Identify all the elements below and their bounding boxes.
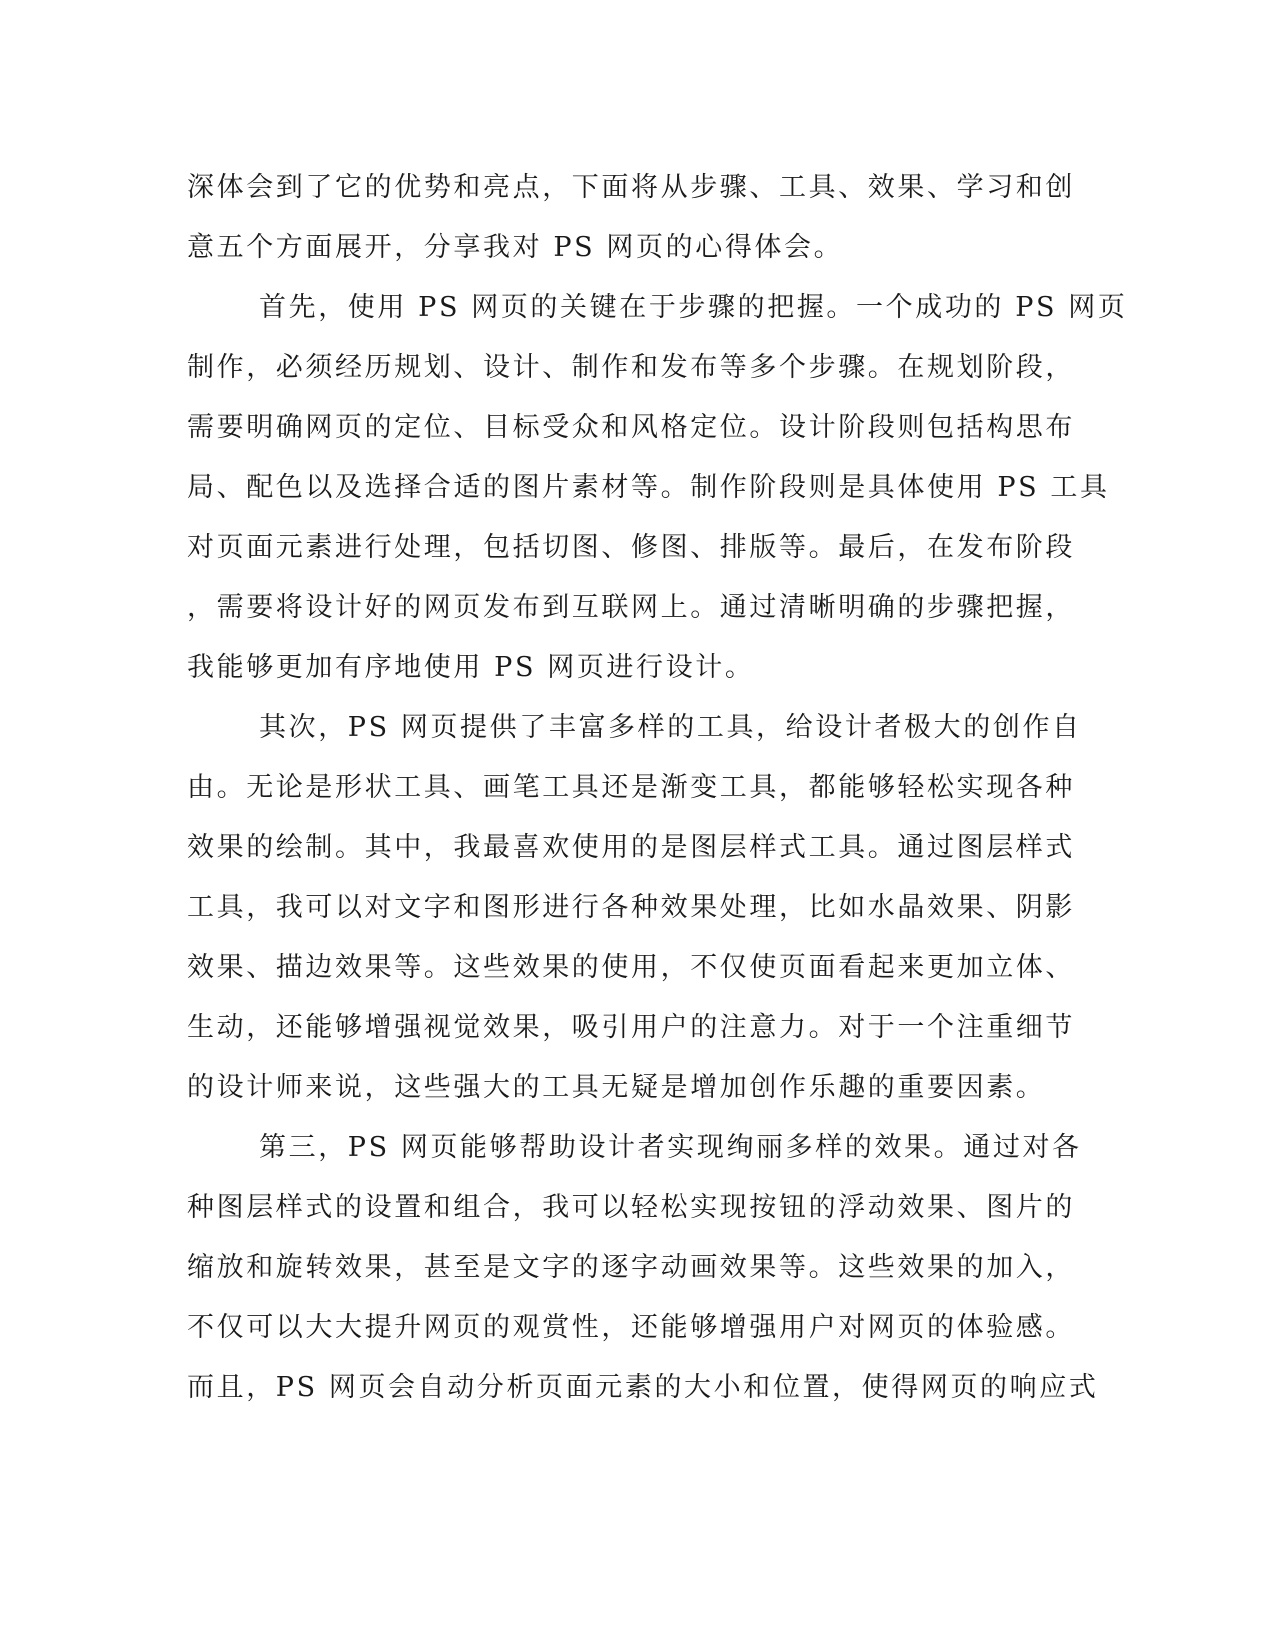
text-line: 由。无论是形状工具、画笔工具还是渐变工具，都能够轻松实现各种 <box>187 772 1075 803</box>
text-line: 种图层样式的设置和组合，我可以轻松实现按钮的浮动效果、图片的 <box>187 1192 1075 1223</box>
text-line: 效果的绘制。其中，我最喜欢使用的是图层样式工具。通过图层样式 <box>187 832 1075 863</box>
text-line: 对页面元素进行处理，包括切图、修图、排版等。最后，在发布阶段 <box>187 532 1075 563</box>
paragraph-effects <box>187 1118 1099 1418</box>
text-line: 第三，PS 网页能够帮助设计者实现绚丽多样的效果。通过对各 <box>259 1132 1082 1163</box>
text-line: 缩放和旋转效果，甚至是文字的逐字动画效果等。这些效果的加入， <box>187 1252 1075 1283</box>
text-line: 局、配色以及选择合适的图片素材等。制作阶段则是具体使用 PS 工具 <box>187 472 1110 503</box>
text-line: 我能够更加有序地使用 PS 网页进行设计。 <box>187 652 755 683</box>
document-body <box>187 158 1128 1418</box>
text-line: 制作，必须经历规划、设计、制作和发布等多个步骤。在规划阶段， <box>187 352 1075 383</box>
text-line: ，需要将设计好的网页发布到互联网上。通过清晰明确的步骤把握， <box>187 592 1075 623</box>
text-line: 需要明确网页的定位、目标受众和风格定位。设计阶段则包括构思布 <box>187 412 1075 443</box>
text-line: 效果、描边效果等。这些效果的使用，不仅使页面看起来更加立体、 <box>187 952 1075 983</box>
text-line: 首先，使用 PS 网页的关键在于步骤的把握。一个成功的 PS 网页 <box>259 292 1128 323</box>
paragraph-tools <box>187 698 1087 1118</box>
text-line: 生动，还能够增强视觉效果，吸引用户的注意力。对于一个注重细节 <box>187 1012 1075 1043</box>
paragraph-steps <box>187 278 1128 698</box>
text-line: 的设计师来说，这些强大的工具无疑是增加创作乐趣的重要因素。 <box>187 1072 1046 1103</box>
text-line: 其次，PS 网页提供了丰富多样的工具，给设计者极大的创作自 <box>259 712 1082 743</box>
paragraph-continuation <box>187 158 1087 278</box>
text-line: 工具，我可以对文字和图形进行各种效果处理，比如水晶效果、阴影 <box>187 892 1075 923</box>
text-line: 不仅可以大大提升网页的观赏性，还能够增强用户对网页的体验感。 <box>187 1312 1075 1343</box>
text-line: 深体会到了它的优势和亮点，下面将从步骤、工具、效果、学习和创 <box>187 172 1075 203</box>
text-line: 意五个方面展开，分享我对 PS 网页的心得体会。 <box>187 232 844 263</box>
text-line: 而且，PS 网页会自动分析页面元素的大小和位置，使得网页的响应式 <box>187 1372 1099 1403</box>
